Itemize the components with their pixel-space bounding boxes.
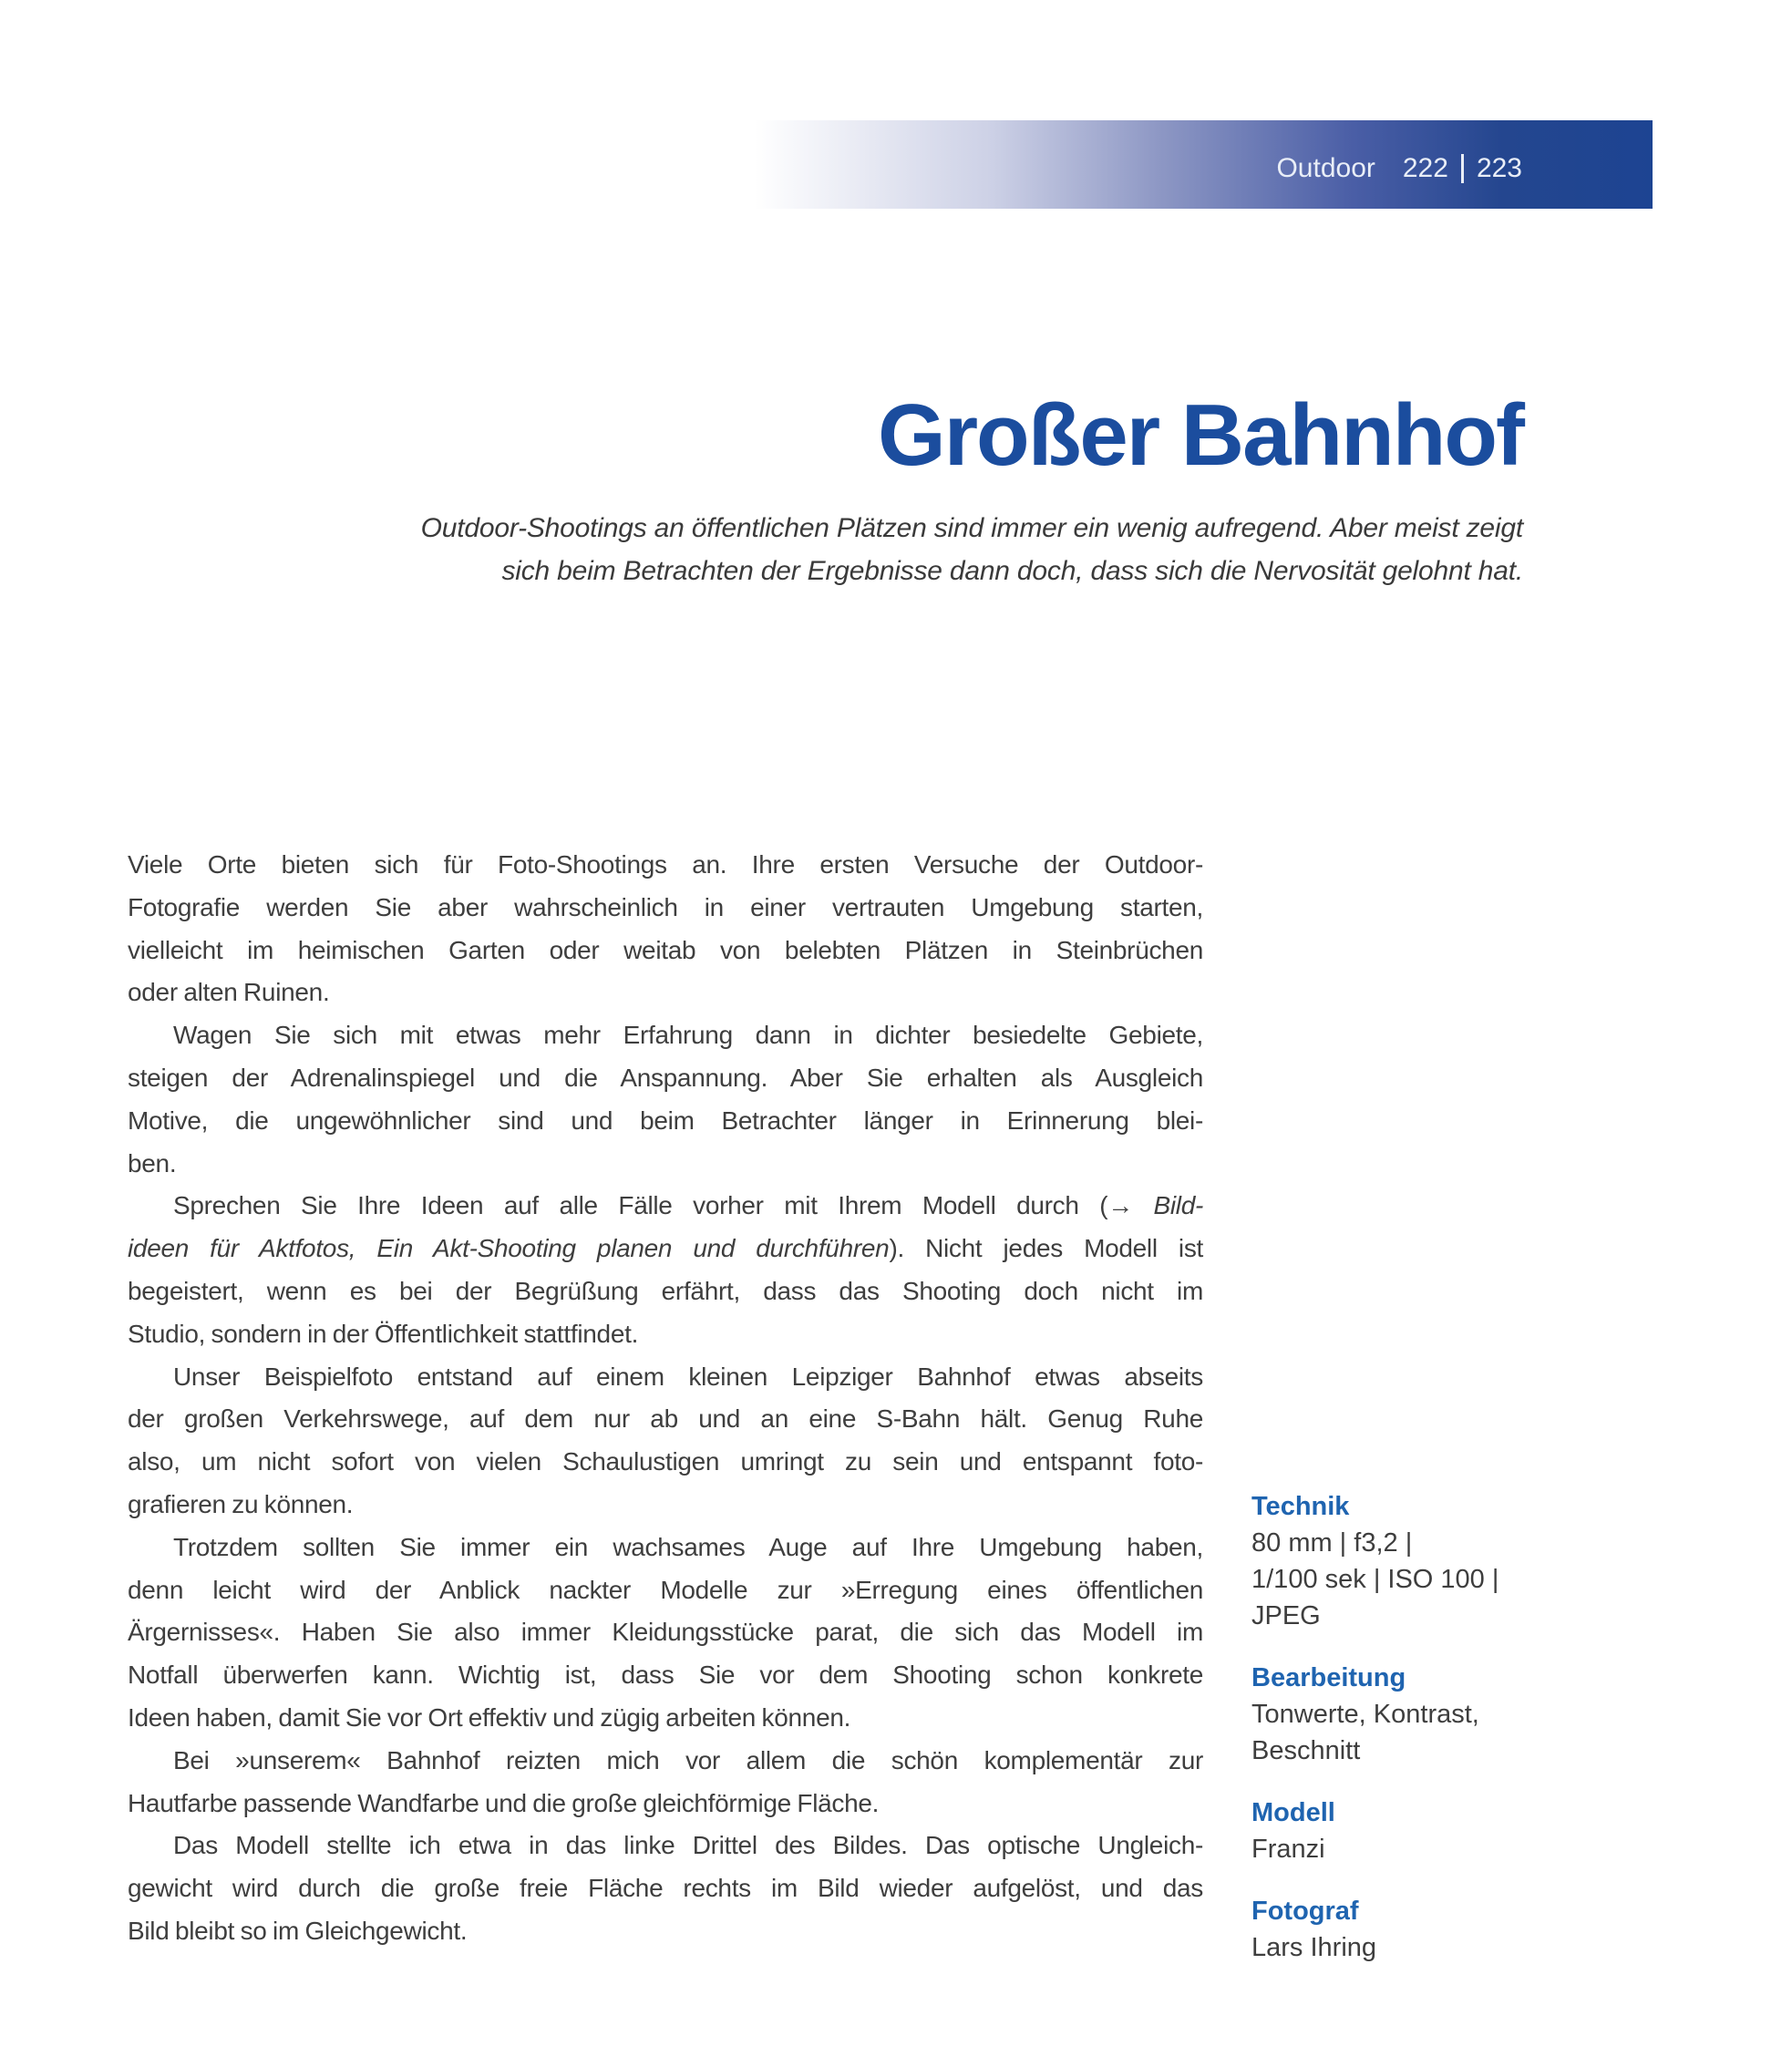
text-line: Ärgernisses«. Haben Sie also immer Kleidungsstücke parat, die sich das Modell im (128, 1618, 1203, 1647)
text-line: Sprechen Sie Ihre Ideen auf alle Fälle vorher mit Ihrem Modell durch (→ Bild- (173, 1191, 1203, 1220)
paragraph (128, 1825, 1203, 1952)
subtitle-line: sich beim Betrachten der Ergebnisse dann doch, dass sich die Nervosität gelohnt hat. (501, 556, 1523, 586)
page-subtitle (311, 507, 1523, 592)
sidebar-line: JPEG (1251, 1601, 1321, 1630)
sidebar-section (1251, 1794, 1653, 1867)
sidebar-heading: Fotograf (1251, 1897, 1359, 1926)
sidebar-heading: Technik (1251, 1492, 1350, 1521)
sidebar-line: Lars Ihring (1251, 1933, 1377, 1962)
text-line: Ideen haben, damit Sie vor Ort effektiv und zügig arbeiten können. (128, 1702, 851, 1732)
text-line: Viele Orte bieten sich für Foto-Shootings an. Ihre ersten Versuche der Outdoor- (128, 850, 1203, 879)
text-line: begeistert, wenn es bei der Begrüßung erfährt, dass das Shooting doch nicht im (128, 1276, 1203, 1305)
text-line: gewicht wird durch die große freie Fläche rechts im Bild wieder aufgelöst, und das (128, 1874, 1203, 1903)
sidebar-section (1251, 1488, 1653, 1634)
text-line: Motive, die ungewöhnlicher sind und beim Betrachter länger in Erinnerung blei- (128, 1105, 1203, 1135)
paragraph (128, 1185, 1203, 1355)
header-section-label: Outdoor (1276, 152, 1375, 183)
sidebar-line: Tonwerte, Kontrast, (1251, 1700, 1479, 1729)
text-line: steigen der Adrenalinspiegel und die Anspannung. Aber Sie erhalten als Ausgleich (128, 1063, 1203, 1092)
text-line: grafieren zu können. (128, 1489, 354, 1518)
text-line: also, um nicht sofort von vielen Schaulustigen umringt zu sein und entspannt foto- (128, 1447, 1203, 1476)
text-line: Fotografie werden Sie aber wahrscheinlich in einer vertrauten Umgebung starten, (128, 892, 1203, 921)
sidebar-section (1251, 1893, 1653, 1966)
text-line: Bild bleibt so im Gleichgewicht. (128, 1916, 468, 1945)
paragraph (128, 1740, 1203, 1825)
sidebar-line: Beschnitt (1251, 1736, 1361, 1765)
subtitle-line: Outdoor-Shootings an öffentlichen Plätzen sind immer ein wenig aufregend. Aber meist zeigt (420, 513, 1523, 543)
sidebar-line: 1/100 sek | ISO 100 | (1251, 1565, 1499, 1594)
sidebar-section (1251, 1660, 1653, 1769)
sidebar (1251, 1488, 1653, 1991)
text-line: ideen für Aktfotos, Ein Akt-Shooting planen und durchführen). Nicht jedes Modell ist (128, 1234, 1204, 1263)
page-title: Großer Bahnhof (878, 386, 1523, 484)
text-line: Das Modell stellte ich etwa in das linke Drittel des Bildes. Das optische Ungleich- (173, 1831, 1203, 1860)
text-line: Trotzdem sollten Sie immer ein wachsames Auge auf Ihre Umgebung haben, (173, 1532, 1203, 1561)
text-line: Bei »unserem« Bahnhof reizten mich vor allem die schön komplementär zur (173, 1745, 1203, 1774)
article (128, 844, 1203, 1953)
sidebar-line: Franzi (1251, 1835, 1325, 1864)
sidebar-heading: Modell (1251, 1798, 1335, 1827)
text-line: ben. (128, 1148, 177, 1177)
page-number-separator (1461, 154, 1464, 183)
text-line: denn leicht wird der Anblick nackter Modelle zur »Erregung eines öffentlichen (128, 1575, 1203, 1604)
paragraph (128, 1014, 1203, 1185)
text-line: Notfall überwerfen kann. Wichtig ist, dass Sie vor dem Shooting schon konkrete (128, 1661, 1203, 1690)
text-line: Hautfarbe passende Wandfarbe und die große gleichförmige Fläche. (128, 1788, 880, 1817)
sidebar-line: 80 mm | f3,2 | (1251, 1528, 1413, 1558)
page-number-left: 222 (1402, 152, 1448, 183)
page-number-right: 223 (1476, 152, 1522, 183)
text-line: oder alten Ruinen. (128, 978, 330, 1007)
header-bar (583, 120, 1653, 209)
text-line: der großen Verkehrswege, auf dem nur ab und an eine S-Bahn hält. Genug Ruhe (128, 1404, 1203, 1434)
paragraph (128, 844, 1203, 1014)
text-line: Studio, sondern in der Öffentlichkeit stattfindet. (128, 1319, 639, 1348)
text-line: Unser Beispielfoto entstand auf einem kleinen Leipziger Bahnhof etwas abseits (173, 1362, 1203, 1391)
text-line: vielleicht im heimischen Garten oder weitab von belebten Plätzen in Steinbrüchen (128, 935, 1203, 964)
paragraph (128, 1356, 1203, 1527)
header-page-numbers (1403, 153, 1522, 184)
text-line: Wagen Sie sich mit etwas mehr Erfahrung dann in dichter besiedelte Gebiete, (173, 1021, 1203, 1050)
sidebar-heading: Bearbeitung (1251, 1663, 1406, 1692)
paragraph (128, 1527, 1203, 1740)
